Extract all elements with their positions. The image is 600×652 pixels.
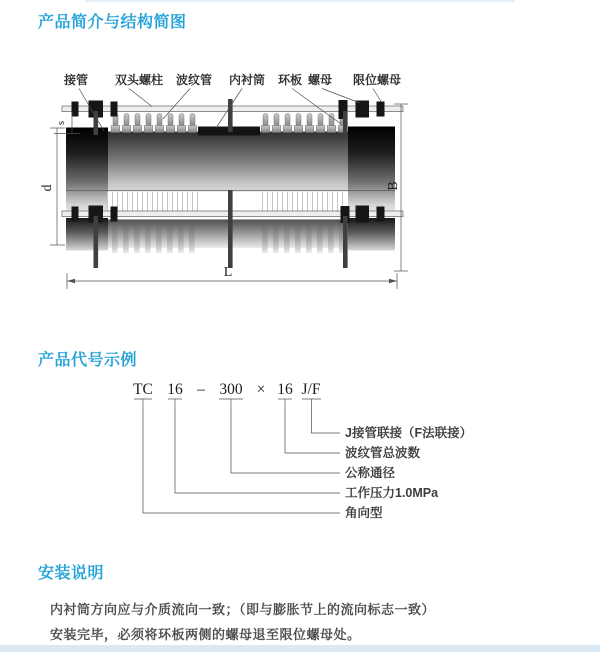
- installation-notes: [50, 597, 570, 647]
- part-labels: [63, 72, 401, 87]
- scan-edge-top: [85, 0, 515, 2]
- section-title-installation: 安装说明: [38, 565, 105, 582]
- part-label-pipe: 接管: [63, 73, 89, 87]
- code-token-times: ×: [256, 381, 266, 398]
- part-label-limit-nut: 限位螺母: [352, 73, 402, 87]
- callout-wave-count: 波纹管总波数: [345, 446, 421, 460]
- section-title-overview: 产品简介与结构简图: [38, 14, 187, 31]
- callout-labels: [345, 425, 472, 520]
- code-token-connection: J/F: [301, 381, 321, 398]
- section-title-code-example: 产品代号示例: [38, 352, 138, 369]
- code-connectors: [143, 406, 340, 513]
- code-underlines: [134, 399, 321, 406]
- dim-label-s: s: [55, 120, 67, 126]
- code-token-dash: –: [197, 381, 205, 398]
- part-label-bellows: 波纹管: [175, 73, 213, 87]
- dim-label-L: L: [223, 265, 233, 280]
- code-token-diameter: 300: [219, 381, 243, 398]
- expansion-joint-drawing: [62, 99, 403, 268]
- dim-label-d: d: [40, 184, 55, 192]
- callout-connection-type: J接管联接（F法联接）: [345, 426, 473, 440]
- dim-label-B: B: [386, 181, 401, 191]
- code-tokens: [133, 381, 321, 398]
- callout-angular-type: 角向型: [345, 506, 383, 520]
- callout-working-pressure: 工作压力1.0MPa: [345, 486, 439, 500]
- install-line-2: 安装完毕，必须将环板两侧的螺母退至限位螺母处。: [50, 627, 361, 642]
- product-code-diagram: [35, 375, 480, 525]
- install-line-1: 内衬筒方向应与介质流向一致；（即与膨胀节上的流向标志一致）: [50, 602, 436, 617]
- code-token-type: TC: [133, 381, 153, 398]
- code-token-pressure: 16: [167, 381, 183, 398]
- part-label-stud: 双头螺柱: [114, 73, 164, 87]
- callout-nominal-diameter: 公称通径: [345, 466, 396, 480]
- part-label-nut: 螺母: [307, 73, 333, 87]
- part-label-liner: 内衬筒: [228, 73, 266, 87]
- part-label-ring-plate: 环板: [277, 73, 303, 87]
- code-token-waves: 16: [277, 381, 293, 398]
- structure-diagram: [35, 63, 455, 313]
- scan-edge-bottom: [0, 645, 600, 652]
